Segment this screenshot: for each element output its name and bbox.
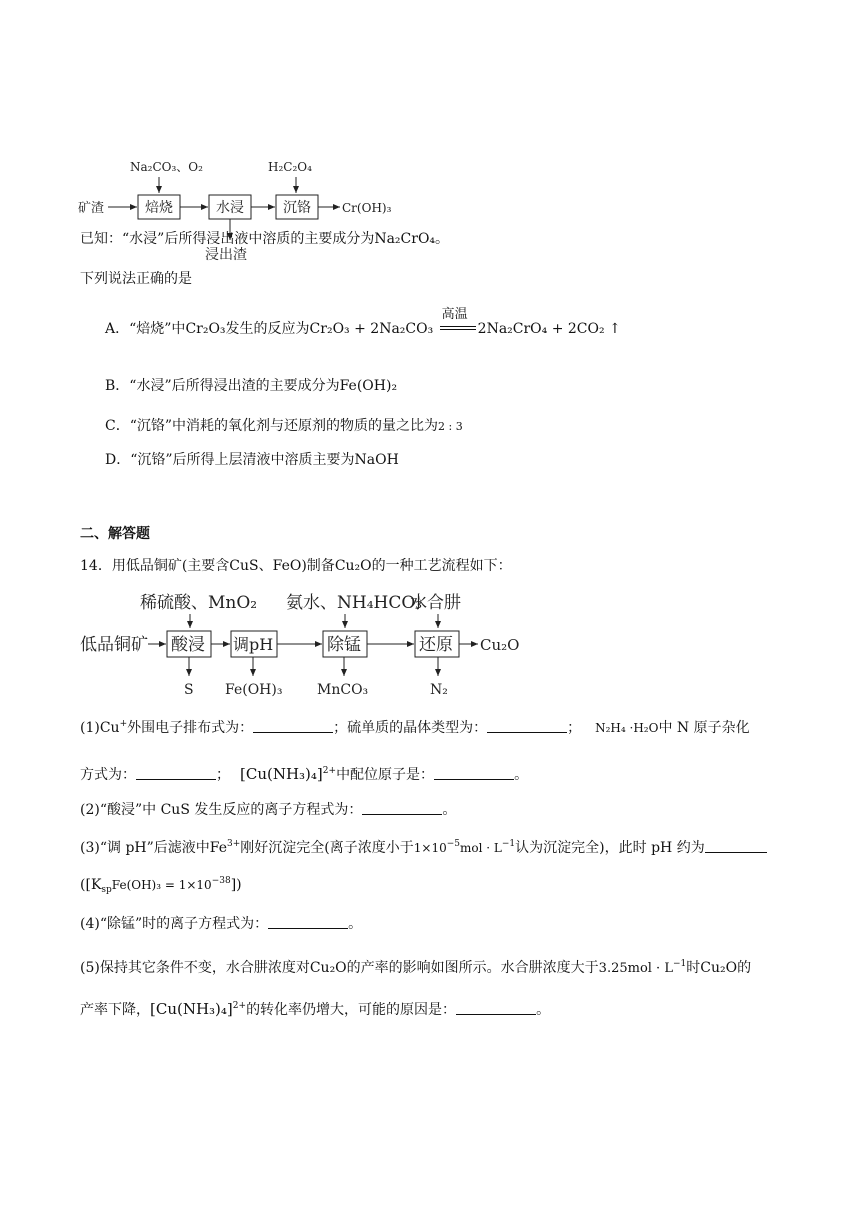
- option-d[interactable]: D．“沉铬”后所得上层清液中溶质主要为NaOH: [105, 452, 399, 468]
- reagent-ammonia-nh4hco3: 氨水、NH₄HCO₃: [286, 593, 423, 613]
- answer-blank-6[interactable]: [705, 840, 767, 853]
- reagent-na2co3-o2: Na₂CO₃、O₂: [130, 160, 203, 174]
- output-cr-oh3: Cr(OH)₃: [342, 201, 392, 215]
- option-b[interactable]: B．“水浸”后所得浸出渣的主要成分为Fe(OH)₂: [105, 378, 398, 394]
- question-14-intro: 14．用低品铜矿(主要含CuS、FeO)制备Cu₂O的一种工艺流程如下：: [80, 558, 512, 574]
- reagent-h2c2o4: H₂C₂O₄: [268, 160, 312, 174]
- reaction-condition: 高温: [438, 319, 478, 339]
- question-14-part-5-line-1: (5)保持其它条件不变，水合肼浓度对Cu₂O的产率的影响如图所示。水合肼浓度大于$3.25mol \cdot L^{-1}$时Cu₂O的: [80, 959, 752, 976]
- step-remove-mn: 除锰: [327, 635, 361, 655]
- question-14-part-2: (2)“酸浸”中 CuS 发生反应的离子方程式为： 。: [80, 802, 457, 818]
- reagent-acid-mno2: 稀硫酸、MnO₂: [140, 593, 258, 613]
- question-14-part-3-line-1: (3)“调 pH”后滤液中$Fe^{3+}$刚好沉淀完全(离子浓度小于$1\times 10^{-5}mol \cdot L^{-1}$认为沉淀完全)，此时 pH 约为: [80, 834, 767, 858]
- known-statement: 已知：“水浸”后所得浸出液中溶质的主要成分为Na₂CrO₄。: [80, 231, 450, 247]
- question-14-part-5-line-2: 产率下降，$[Cu(NH_3)_4]^{2+}$的转化率仍增大，可能的原因是： 。: [80, 1000, 551, 1018]
- answer-blank-4[interactable]: [434, 767, 514, 780]
- step-water-leach: 水浸: [216, 200, 244, 216]
- step-acid-leach: 酸浸: [171, 635, 205, 655]
- reagent-hydrazine: 水合肼: [410, 593, 461, 613]
- question-prompt: 下列说法正确的是: [80, 271, 192, 287]
- byproduct-fe-oh3: Fe(OH)₃: [225, 682, 283, 698]
- question-14-part-3-line-2: $([K_{sp}Fe(OH)_3 = 1\times 10^{-38}])$: [80, 876, 242, 895]
- answer-blank-2[interactable]: [487, 720, 567, 733]
- step-precipitate: 沉铬: [283, 200, 311, 216]
- answer-blank-1[interactable]: [253, 720, 333, 733]
- input-low-grade-ore: 低品铜矿: [80, 635, 148, 655]
- byproduct-s: S: [184, 682, 194, 698]
- question-14-part-1-line-2: 方式为： ； $[Cu(NH_3)_4]^{2+}$中配位原子是： 。: [80, 765, 529, 783]
- option-a[interactable]: A．“焙烧”中Cr₂O₃发生的反应为Cr₂O₃ + 2Na₂CO₃ 高温 2Na₂CrO₄ + 2CO₂ ↑: [105, 307, 621, 337]
- question-14-part-4: (4)“除锰”时的离子方程式为： 。: [80, 916, 363, 932]
- byproduct-residue: 浸出渣: [205, 247, 247, 263]
- step-roast: 焙烧: [145, 200, 173, 216]
- option-c[interactable]: C．“沉铬”中消耗的氧化剂与还原剂的物质的量之比为2 : 3: [105, 418, 463, 434]
- answer-blank-5[interactable]: [362, 802, 442, 815]
- section-heading: 二、解答题: [80, 526, 150, 542]
- step-reduce: 还原: [419, 635, 453, 655]
- input-slag: 矿渣: [78, 201, 105, 216]
- output-cu2o: Cu₂O: [480, 636, 520, 654]
- byproduct-n2: N₂: [430, 682, 448, 698]
- byproduct-mnco3: MnCO₃: [317, 682, 369, 698]
- question-14-part-1-line-1: (1)Cu+外围电子排布式为： ；硫单质的晶体类型为： ； N₂H₄ ·H₂O中 N 原子杂化: [80, 719, 750, 736]
- answer-blank-8[interactable]: [456, 1002, 536, 1015]
- step-adjust-ph: 调pH: [233, 635, 274, 654]
- answer-blank-7[interactable]: [268, 916, 348, 929]
- process-flow-diagram-2: [0, 585, 860, 705]
- answer-blank-3[interactable]: [136, 767, 216, 780]
